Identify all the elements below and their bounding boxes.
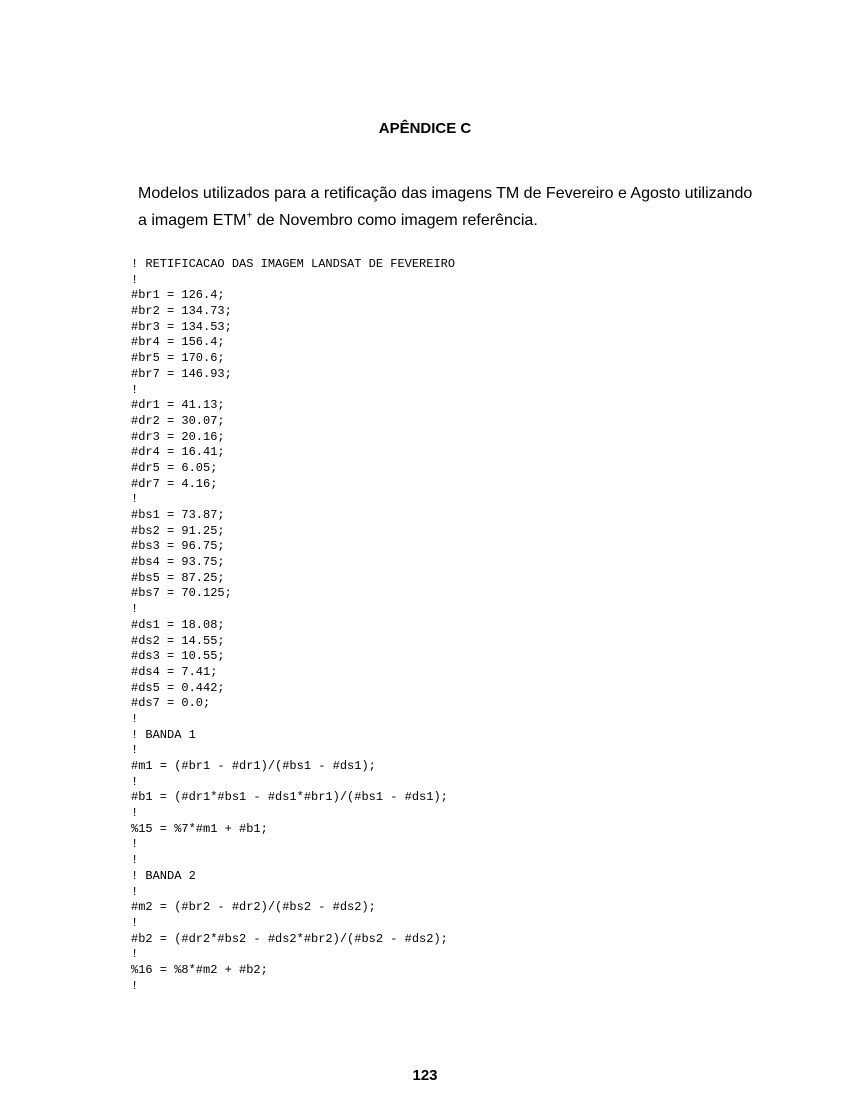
code-line: #b1 = (#dr1*#bs1 - #ds1*#br1)/(#bs1 - #ds1); [131,790,448,805]
code-line: #br3 = 134.53; [131,319,232,334]
code-line: ! [131,853,139,868]
code-line: ! [131,492,139,507]
code-line: #bs1 = 73.87; [131,508,225,522]
code-block [131,257,455,994]
code-line: #ds5 = 0.442; [131,680,225,695]
code-line: %15 = %7*#m1 + #b1; [131,821,268,836]
appendix-title: APÊNDICE C [378,120,472,137]
code-line: #dr1 = 41.13; [131,398,225,413]
code-line: ! [131,915,139,930]
code-line: ! [131,806,139,821]
code-line: #bs3 = 96.75; [131,539,225,554]
code-line: ! [131,774,139,789]
code-line: #dr5 = 6.05; [131,460,218,475]
code-line: ! [131,884,139,899]
code-line: #br1 = 126.4; [131,288,225,303]
code-line: #ds7 = 0.0; [131,696,211,711]
code-line: #dr4 = 16.41; [131,445,225,460]
code-line: #m1 = (#br1 - #dr1)/(#bs1 - #ds1); [131,759,376,773]
code-line: #dr3 = 20.16; [131,429,225,444]
code-line: ! [131,837,139,852]
code-line: #br2 = 134.73; [131,304,232,319]
code-line: #ds2 = 14.55; [131,633,225,648]
code-line: #br5 = 170.6; [131,351,225,366]
code-line: ! [131,711,139,726]
code-line: #m2 = (#br2 - #dr2)/(#bs2 - #ds2); [131,900,376,915]
code-line: #ds3 = 10.55; [131,649,225,664]
code-line: ! [131,743,139,758]
code-line: #dr2 = 30.07; [131,413,225,428]
code-line: #bs4 = 93.75; [131,555,225,570]
code-line: #br7 = 146.93; [131,366,232,381]
code-line: ! [131,978,139,993]
code-line: #dr7 = 4.16; [131,476,218,491]
code-line: #bs5 = 87.25; [131,570,225,585]
intro-text-part2: de Novembro como imagem referência. [252,212,538,229]
code-line: #b2 = (#dr2*#bs2 - #ds2*#br2)/(#bs2 - #ds2); [131,931,448,946]
code-line: %16 = %8*#m2 + #b2; [131,962,268,977]
intro-paragraph [138,180,758,234]
code-line: #br4 = 156.4; [131,335,225,350]
code-line: ! BANDA 2 [131,868,196,883]
code-line: ! RETIFICACAO DAS IMAGEM LANDSAT DE FEVEREIRO [131,257,456,271]
code-line: #bs7 = 70.125; [131,586,232,601]
code-line: ! BANDA 1 [131,727,196,742]
code-line: #ds4 = 7.41; [131,664,218,679]
code-line: #bs2 = 91.25; [131,523,225,538]
code-line: ! [131,602,139,617]
code-line: #ds1 = 18.08; [131,617,225,632]
code-line: ! [131,382,139,397]
code-line: ! [131,272,139,287]
intro-text-part1: Modelos utilizados para a retificação das imagens TM de Fevereiro e Agosto utilizando a imagem ETM [138,185,753,229]
page-number: 123 [412,1067,438,1084]
intro-superscript: + [246,210,253,222]
code-line: ! [131,947,139,962]
